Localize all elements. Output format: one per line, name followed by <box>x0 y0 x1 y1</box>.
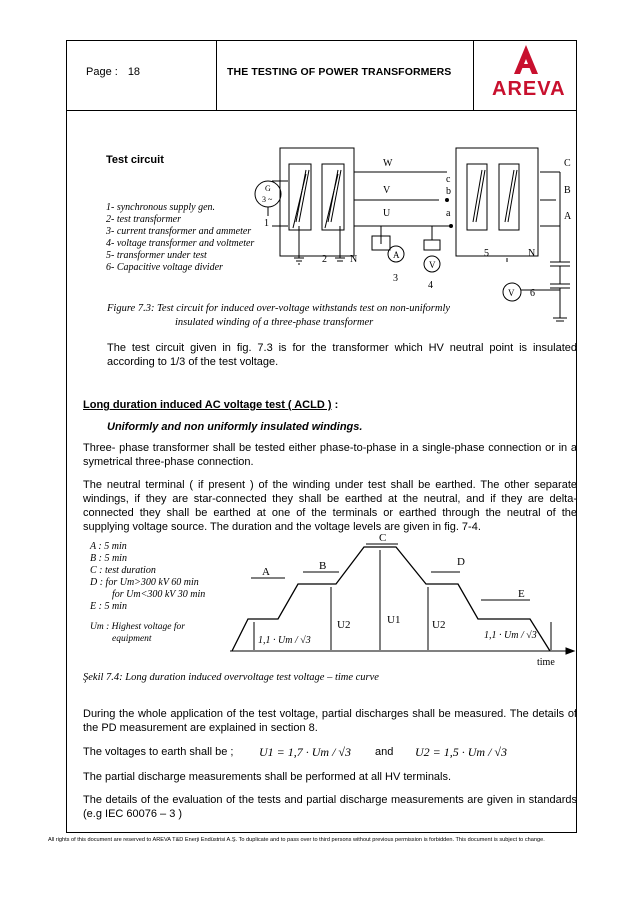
circuit-number: 6 <box>530 288 535 299</box>
logo-text: AREVA <box>492 78 566 100</box>
end-level-label: 1,1 · Um / √3 <box>484 630 537 641</box>
voltage-formula-line: The voltages to earth shall be ; U1 = 1,7 · Um / √3 and U2 = 1,5 · Um / √3 <box>83 745 508 759</box>
start-level-label: 1,1 · Um / √3 <box>258 635 311 646</box>
terminal-label: C <box>564 158 571 169</box>
legend-item: 5- transformer under test <box>106 250 207 261</box>
divider-voltmeter-label: V <box>508 288 515 298</box>
chart-legend-item: for Um<300 kV 30 min <box>112 589 206 600</box>
terminal-label: b <box>446 186 451 197</box>
circuit-number: 5 <box>484 248 489 259</box>
um-note: Um : Highest voltage for <box>90 622 185 632</box>
page-label: Page : <box>86 66 118 78</box>
acld-paragraph-1: Three- phase transformer shall be tested either phase-to-phase in a single-phase connection or in a symetrical three-phase connection. <box>83 442 577 468</box>
circuit-paragraph: The test circuit given in fig. 7.3 is for the transformer which HV neutral point is insulated according to 1/3 of the test voltage. <box>107 342 577 368</box>
terminal-label: a <box>446 208 451 219</box>
legend-item: 1- synchronous supply gen. <box>106 202 216 213</box>
formula-u1: U1 = 1,7 · Um / √3 <box>259 745 352 759</box>
circuit-number: 4 <box>428 280 433 291</box>
phase-label: V <box>383 185 391 196</box>
neutral-label: N <box>350 254 358 265</box>
formula-u2: U2 = 1,5 · Um / √3 <box>415 745 508 759</box>
segment-label: C <box>379 532 387 544</box>
terminal-label: A <box>564 211 572 222</box>
legend-item: 4- voltage transformer and voltmeter <box>106 238 255 249</box>
document-title: THE TESTING OF POWER TRANSFORMERS <box>227 66 452 78</box>
chart-legend-item: C : test duration <box>90 565 156 576</box>
segment-label: D <box>457 556 465 568</box>
phase-label: W <box>383 158 393 169</box>
chart-legend-item: E : 5 min <box>90 601 127 612</box>
level-label: U1 <box>387 614 401 626</box>
ammeter-label: A <box>393 250 400 260</box>
acld-paragraph-2: The neutral terminal ( if present ) of the winding under test shall be earthed. The other separate windings, if they are star-connected they shall be earthed at the neutral, and if they are delta-connected they shall be earthed at one of the terminals or earthed through the neutral of the supplying voltage source. The duration and the voltage levels are given in fig. 7-4. <box>83 479 577 533</box>
segment-label: B <box>319 560 327 572</box>
phase-label: U <box>383 208 391 219</box>
page-number: 18 <box>127 66 141 78</box>
generator-label: G <box>265 184 271 193</box>
legend-item: 2- test transformer <box>106 214 181 225</box>
copyright-footer: All rights of this document are reserved to AREVA T&D Enerji Endüstrisi A.Ş. To duplicate and to pass over to third persons without previous permission is forbidden. This document is subject to change. <box>48 837 545 843</box>
circuit-number: 1 <box>264 218 269 229</box>
test-circuit-heading: Test circuit <box>106 154 164 166</box>
terminal-label: B <box>564 185 571 196</box>
level-label: U2 <box>337 619 351 631</box>
chart-legend-item: A : 5 min <box>90 541 127 552</box>
final-paragraph-1: During the whole application of the test voltage, partial discharges shall be measured. The details of the PD measurement are explained in section 8. <box>83 708 577 734</box>
neutral-label: N <box>528 248 536 259</box>
legend-item: 6- Capacitive voltage divider <box>106 262 223 273</box>
segment-label: E <box>518 588 525 600</box>
circuit-number: 3 <box>393 273 398 284</box>
caption-line: insulated winding of a three-phase transformer <box>175 317 374 328</box>
level-label: U2 <box>432 619 446 631</box>
time-axis-arrow <box>566 648 574 654</box>
legend-item: 3- current transformer and ammeter <box>106 226 252 237</box>
generator-phase-label: 3 ~ <box>262 195 273 204</box>
acld-subheading: Uniformly and non uniformly insulated windings. <box>107 421 363 433</box>
chart-legend-item: D : for Um>300 kV 60 min <box>90 577 199 588</box>
final-paragraph-3: The partial discharge measurements shall be performed at all HV terminals. <box>83 771 452 783</box>
acld-heading: Long duration induced AC voltage test ( ACLD ) : <box>83 399 339 411</box>
segment-label: A <box>262 566 270 578</box>
um-note: equipment <box>112 634 152 644</box>
circuit-number: 2 <box>322 254 327 265</box>
and-word: and <box>375 746 394 758</box>
figure-7-4-caption: Şekil 7.4: Long duration induced overvoltage test voltage – time curve <box>83 672 379 683</box>
final-paragraph-4: The details of the evaluation of the tests and partial discharge measurements are given in standards (e.g IEC 60076 – 3 ) <box>83 794 577 820</box>
chart-legend-item: B : 5 min <box>90 553 127 564</box>
caption-line: Figure 7.3: Test circuit for induced over-voltage withstands test on non-uniformly <box>107 303 451 314</box>
terminal-label: c <box>446 174 451 185</box>
x-axis-label: time <box>537 657 555 668</box>
voltmeter-label: V <box>429 260 436 270</box>
